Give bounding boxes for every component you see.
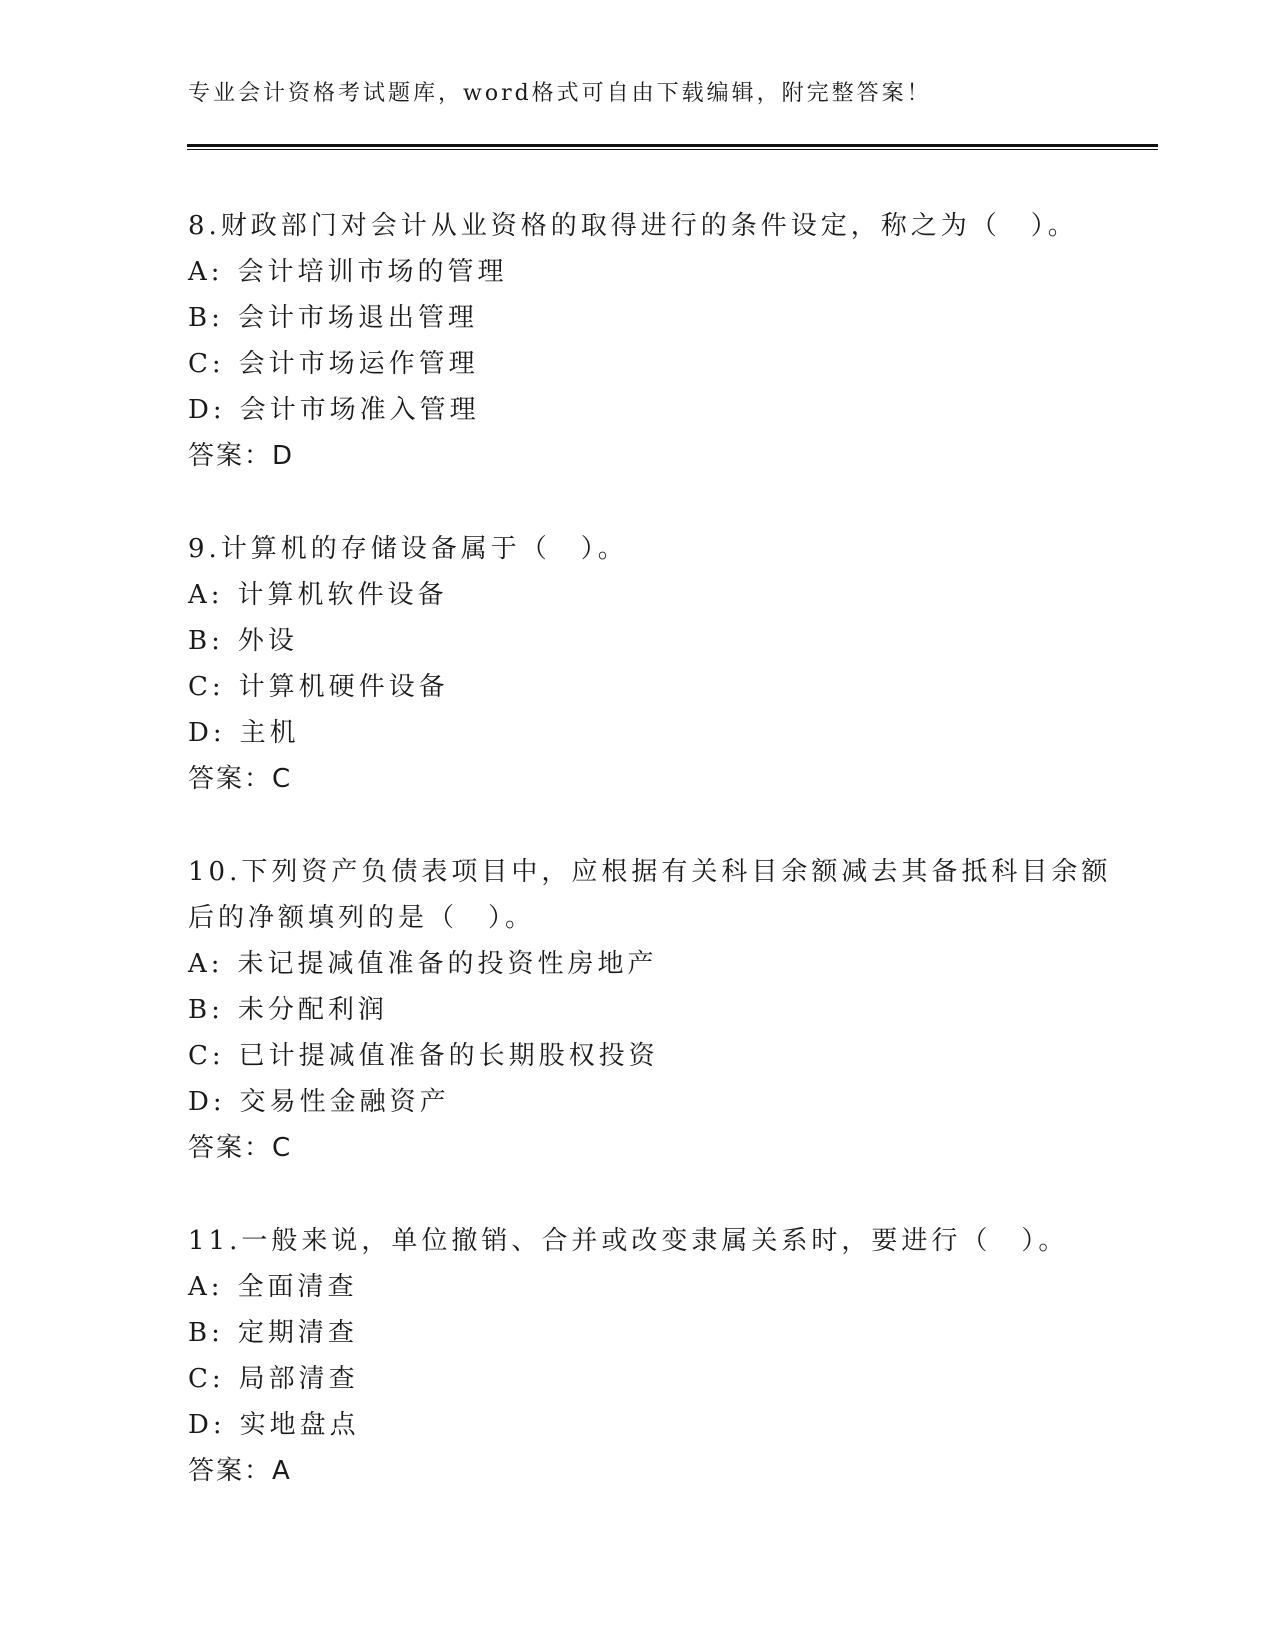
option-text: 主机 xyxy=(239,718,300,748)
answer-line: 答案：A xyxy=(188,1456,292,1486)
question-10 xyxy=(188,849,1118,1171)
answer-line: 答案：D xyxy=(188,441,295,471)
answer-line: 答案：C xyxy=(188,764,293,794)
page-header: 专业会计资格考试题库，word格式可自由下载编辑，附完整答案！ xyxy=(188,81,932,106)
option-letter: D: xyxy=(188,1087,226,1117)
option-text: 计算机硬件设备 xyxy=(238,672,449,702)
option-a xyxy=(188,249,1118,295)
option-c xyxy=(188,1356,1118,1402)
option-text: 未分配利润 xyxy=(237,995,388,1025)
option-d xyxy=(188,1402,1118,1448)
option-b xyxy=(188,618,1118,664)
option-a xyxy=(188,941,1118,987)
option-d xyxy=(188,710,1118,756)
option-a xyxy=(188,1264,1118,1310)
option-letter: B: xyxy=(188,303,224,333)
option-letter: D: xyxy=(188,1410,226,1440)
answer-line: 答案：C xyxy=(188,1133,293,1163)
option-letter: C: xyxy=(188,1041,225,1071)
option-text: 会计市场退出管理 xyxy=(237,303,478,333)
option-text: 交易性金融资产 xyxy=(239,1087,450,1117)
option-b xyxy=(188,295,1118,341)
option-text: 外设 xyxy=(237,626,298,656)
option-c xyxy=(188,341,1118,387)
option-d xyxy=(188,1079,1118,1125)
question-11 xyxy=(188,1218,1118,1494)
question-list xyxy=(188,203,1118,1541)
option-b xyxy=(188,1310,1118,1356)
question-8 xyxy=(188,203,1118,479)
option-text: 会计市场运作管理 xyxy=(238,349,479,379)
option-a xyxy=(188,572,1118,618)
option-letter: A: xyxy=(188,949,224,979)
option-letter: B: xyxy=(188,626,224,656)
option-letter: A: xyxy=(188,1272,224,1302)
option-letter: B: xyxy=(188,1318,224,1348)
option-letter: A: xyxy=(188,257,224,287)
option-text: 计算机软件设备 xyxy=(237,580,448,610)
question-stem: 9.计算机的存储设备属于（ ）。 xyxy=(188,534,628,564)
question-9 xyxy=(188,526,1118,802)
option-text: 局部清查 xyxy=(238,1364,359,1394)
option-letter: D: xyxy=(188,395,226,425)
question-stem: 10.下列资产负债表项目中，应根据有关科目余额减去其备抵科目余额后的净额填列的是（ ）。 xyxy=(188,857,1112,933)
option-letter: C: xyxy=(188,672,225,702)
option-letter: B: xyxy=(188,995,224,1025)
option-d xyxy=(188,387,1118,433)
option-letter: C: xyxy=(188,1364,225,1394)
option-c xyxy=(188,1033,1118,1079)
option-b xyxy=(188,987,1118,1033)
option-text: 会计培训市场的管理 xyxy=(237,257,508,287)
option-text: 实地盘点 xyxy=(239,1410,360,1440)
option-letter: A: xyxy=(188,580,224,610)
option-letter: C: xyxy=(188,349,225,379)
option-text: 定期清查 xyxy=(237,1318,358,1348)
header-rule xyxy=(187,144,1158,150)
option-text: 未记提减值准备的投资性房地产 xyxy=(237,949,658,979)
option-letter: D: xyxy=(188,718,226,748)
question-stem: 8.财政部门对会计从业资格的取得进行的条件设定，称之为（ ）。 xyxy=(188,211,1078,241)
header-rule-thin xyxy=(187,149,1158,150)
option-text: 全面清查 xyxy=(237,1272,358,1302)
option-text: 会计市场准入管理 xyxy=(239,395,480,425)
option-text: 已计提减值准备的长期股权投资 xyxy=(238,1041,659,1071)
option-c xyxy=(188,664,1118,710)
question-stem: 11.一般来说，单位撤销、合并或改变隶属关系时，要进行（ ）。 xyxy=(188,1226,1069,1256)
header-rule-thick xyxy=(187,144,1158,147)
